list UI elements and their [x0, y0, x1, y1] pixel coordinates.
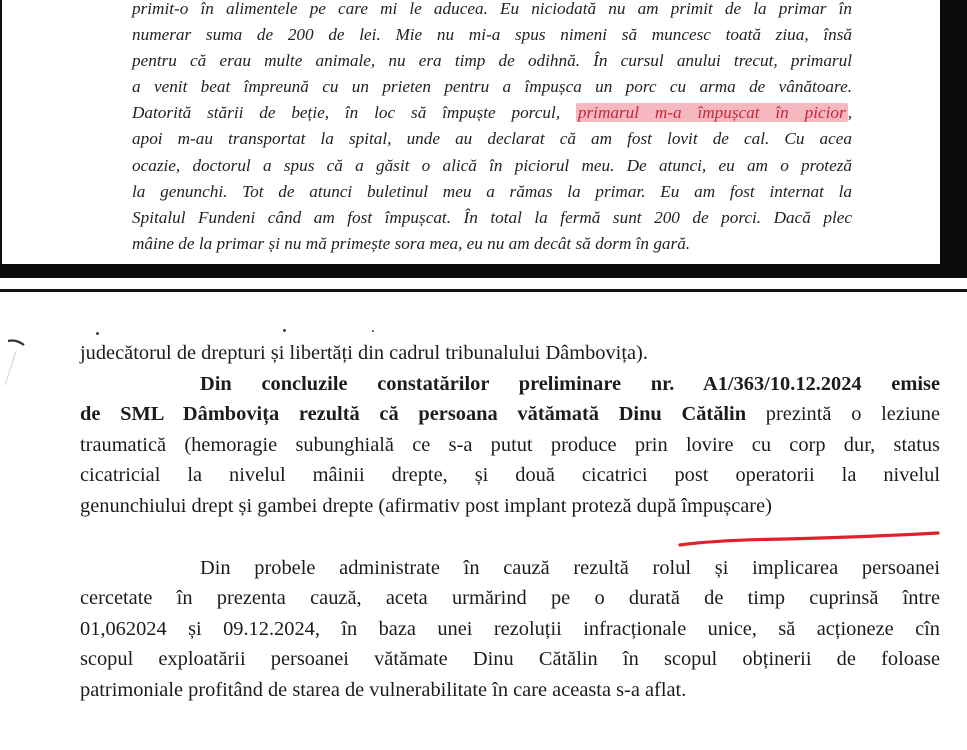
indictment-line	[80, 399, 940, 430]
scan-artifact-mark	[2, 327, 28, 387]
scan-speck	[372, 330, 374, 332]
testimony-line: primit-o în alimentele pe care mi le aducea. Eu niciodată nu am primit de la primar în	[132, 0, 852, 18]
testimony-text	[132, 0, 852, 257]
indictment-line: 01,062024 și 09.12.2024, în baza unei rezoluții infracționale unice, să acționeze cîn	[80, 617, 940, 640]
indictment-line: scopul exploatării persoanei vătămate Dinu Cătălin în scopul obținerii de foloase	[80, 648, 940, 671]
scan-border-left	[0, 0, 2, 278]
red-underline-marker	[676, 527, 944, 549]
testimony-line: ocazie, doctorul a spus că a găsit o alică în piciorul meu. De atunci, eu am o proteză	[132, 155, 852, 175]
indictment-line: cicatricial la nivelul mâinii drepte, și două cicatrici post operatorii la nivelul	[80, 464, 940, 487]
scan-speck	[96, 332, 99, 335]
indictment-line-bold: Din concluzile constatărilor preliminare nr. A1/363/10.12.2024 emise	[200, 372, 940, 395]
testimony-text-segment: Datorită stării de beție, în loc să împuște porcul,	[132, 103, 576, 123]
testimony-line: la genunchi. Tot de atunci buletinul meu a rămas la primar. Eu am fost internat la	[132, 181, 852, 201]
indictment-line	[80, 491, 940, 522]
scan-border-right	[940, 0, 967, 278]
testimony-line: numerar suma de 200 de lei. Mie nu mi-a spus nimeni să muncesc toată ziua, însă	[132, 25, 852, 45]
indictment-line: judecătorul de drepturi și libertăți din cadrul tribunalului Dâmbovița).	[80, 342, 648, 364]
highlighted-phrase: primarul m-a împușcat în picior	[577, 103, 846, 123]
top-document-excerpt	[0, 0, 967, 278]
testimony-line: pentru că erau multe animale, nu era timp de odihnă. În cursul anului trecut, primarul	[132, 51, 852, 71]
indictment-text	[80, 338, 940, 706]
testimony-text-segment: ,	[847, 103, 852, 123]
indictment-text-segment: prezintă o leziune	[746, 403, 940, 426]
testimony-line: apoi m-au transportat la spital, unde au declarat că am fost lovit de cal. Cu acea	[132, 129, 852, 149]
testimony-line: Spitalul Fundeni când am fost împușcat. În total la fermă sunt 200 de porci. Dacă plec	[132, 207, 852, 227]
testimony-line: a venit beat împreună cu un prieten pentru a împușca un porc cu arma de vânătoare.	[132, 77, 852, 97]
testimony-line: mâine de la primar și nu mă primește sora mea, eu nu am decât să dorm în gară.	[132, 233, 691, 253]
scan-speck	[283, 329, 286, 332]
scan-border-bottom	[0, 264, 967, 278]
indictment-line: cercetate în prezenta cauză, aceta urmărind pe o durată de timp cuprinsă între	[80, 587, 940, 610]
testimony-line-highlighted	[132, 100, 852, 126]
indictment-line: patrimoniale profitând de starea de vulnerabilitate în care aceasta s-a aflat.	[80, 678, 687, 701]
indictment-line: Din probele administrate în cauză rezultă rolul și implicarea persoanei	[200, 556, 940, 579]
indictment-text-segment: genunchiului drept și gambei drepte (afirmativ post implant	[80, 494, 572, 517]
indictment-bold-segment: de SML Dâmbovița rezultă că persoana vătămată Dinu Cătălin	[80, 403, 747, 426]
underlined-phrase: proteză după împușcare)	[571, 494, 772, 517]
indictment-line: traumatică (hemoragie subunghială ce s-a putut produce prin lovire cu corp dur, status	[80, 433, 940, 456]
